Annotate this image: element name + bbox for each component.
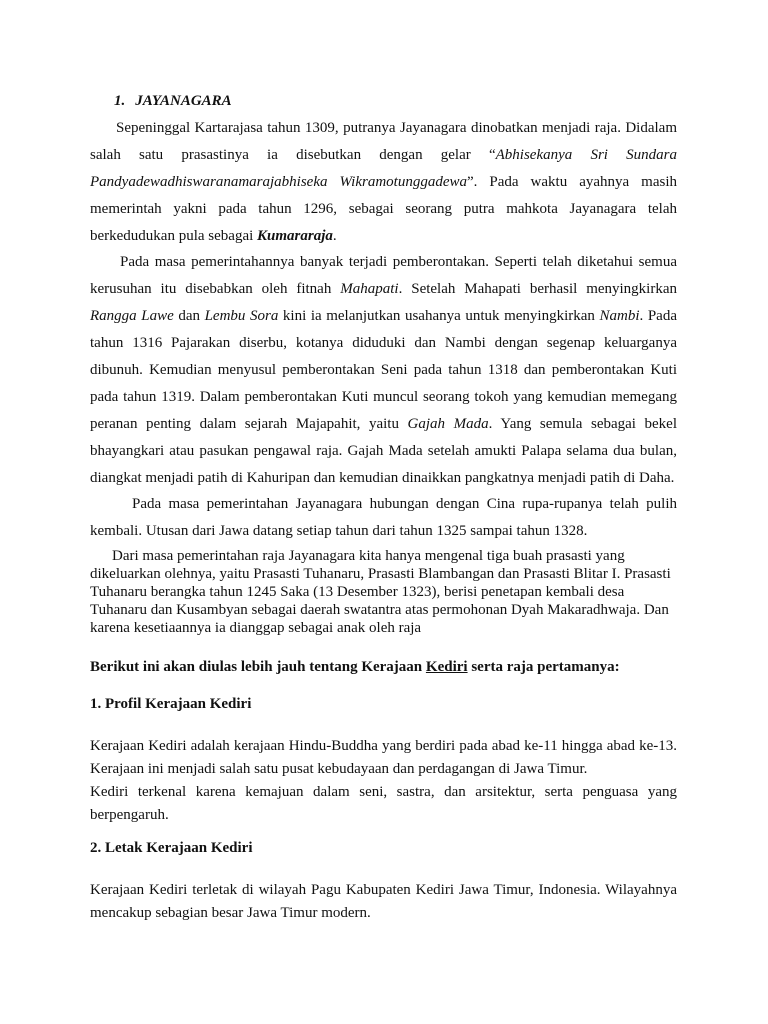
profile-paragraph-1: Kerajaan Kediri adalah kerajaan Hindu-Buddha yang berdiri pada abad ke-11 hingga abad ke-13. Kerajaan ini menjadi salah satu pusat kebudayaan dan perdagangan di Jawa Timur. [90,738,677,777]
paragraph-rebellions: Pada masa pemerintahannya banyak terjadi pemberontakan. Seperti telah diketahui semua kerusuhan itu disebabkan oleh fitnah Mahapati. Setelah Mahapati berhasil menyingkirkan Rangga Lawe dan Lembu Sora kini ia melanjutkan usahanya untuk menyingkirkan Nambi. Pada tahun 1316 Pajarakan diserbu, kotanya diduduki dan Nambi dengan segenap keluarganya dibunuh. Kemudian menyusul pemberontakan Seni pada tahun 1318 dan pemberontakan Kuti pada tahun 1319. Dalam pemberontakan Kuti muncul seorang tokoh yang kemudian memegang peranan penting dalam sejarah Majapahit, yaitu Gajah Mada. Yang semula sebagai bekel bhayangkari atau pasukan pengawal raja. Gajah Mada setelah amukti Palapa selama dua bulan, diangkat menjadi patih di Kahuripan dan kemudian dinaikkan pangkatnya menjadi patih di Daha. [90,254,678,486]
location-paragraph: Kerajaan Kediri terletak di wilayah Pagu Kabupaten Kediri Jawa Timur, Indonesia. Wilayahnya mencakup sebagian besar Jawa Timur modern. [90,882,677,921]
section-location-title: 2. Letak Kerajaan Kediri [90,840,253,856]
kumararaja-text: Kumararaja [257,228,333,244]
paragraph-coronation: Sepeninggal Kartarajasa tahun 1309, putranya Jayanagara dinobatkan menjadi raja. Didalam salah satu prasastinya ia disebutkan dengan gelar “Abhisekanya Sri Sundara Pandyadewadhiswaranamarajabhiseka Wikramotunggadewa”. Pada waktu ayahnya masih memerintah yakni pada tahun 1296, sebagai seorang putra mahkota Jayanagara telah berkedudukan pula sebagai Kumararaja. [90,120,678,244]
section-profile-title: 1. Profil Kerajaan Kediri [90,696,252,712]
heading-title: JAYANAGARA [135,93,232,109]
kediri-intro-heading: Berikut ini akan diulas lebih jauh tentang Kerajaan Kediri serta raja pertamanya: [90,659,620,675]
section-heading [114,93,701,110]
paragraph-china-relations: Pada masa pemerintahan Jayanagara hubungan dengan Cina rupa-rupanya telah pulih kembali. Utusan dari Jawa datang setiap tahun dari tahun 1325 sampai tahun 1328. [90,496,677,539]
royal-title-text: Abhisekanya Sri Sundara Pandyadewadhiswaranamarajabhiseka Wikramotunggadewa [90,147,678,190]
paragraph-inscriptions: Dari masa pemerintahan raja Jayanagara kita hanya mengenal tiga buah prasasti yang dikeluarkan olehnya, yaitu Prasasti Tuhanaru, Prasasti Blambangan dan Prasasti Blitar I. Prasasti Tuhanaru berangka tahun 1245 Saka (13 Desember 1323), berisi penetapan kembali desa Tuhanaru dan Kusambyan sebagai daerah swatantra atas permohonan Dyah Makaradhwaja. Dan karena kesetiaannya ia dianggap sebagai anak oleh raja [90,548,671,636]
heading-number: 1. [114,93,126,109]
profile-paragraph-2: Kediri terkenal karena kemajuan dalam seni, sastra, dan arsitektur, serta penguasa yang berpengaruh. [90,784,677,823]
kediri-link[interactable]: Kediri [425,659,468,675]
